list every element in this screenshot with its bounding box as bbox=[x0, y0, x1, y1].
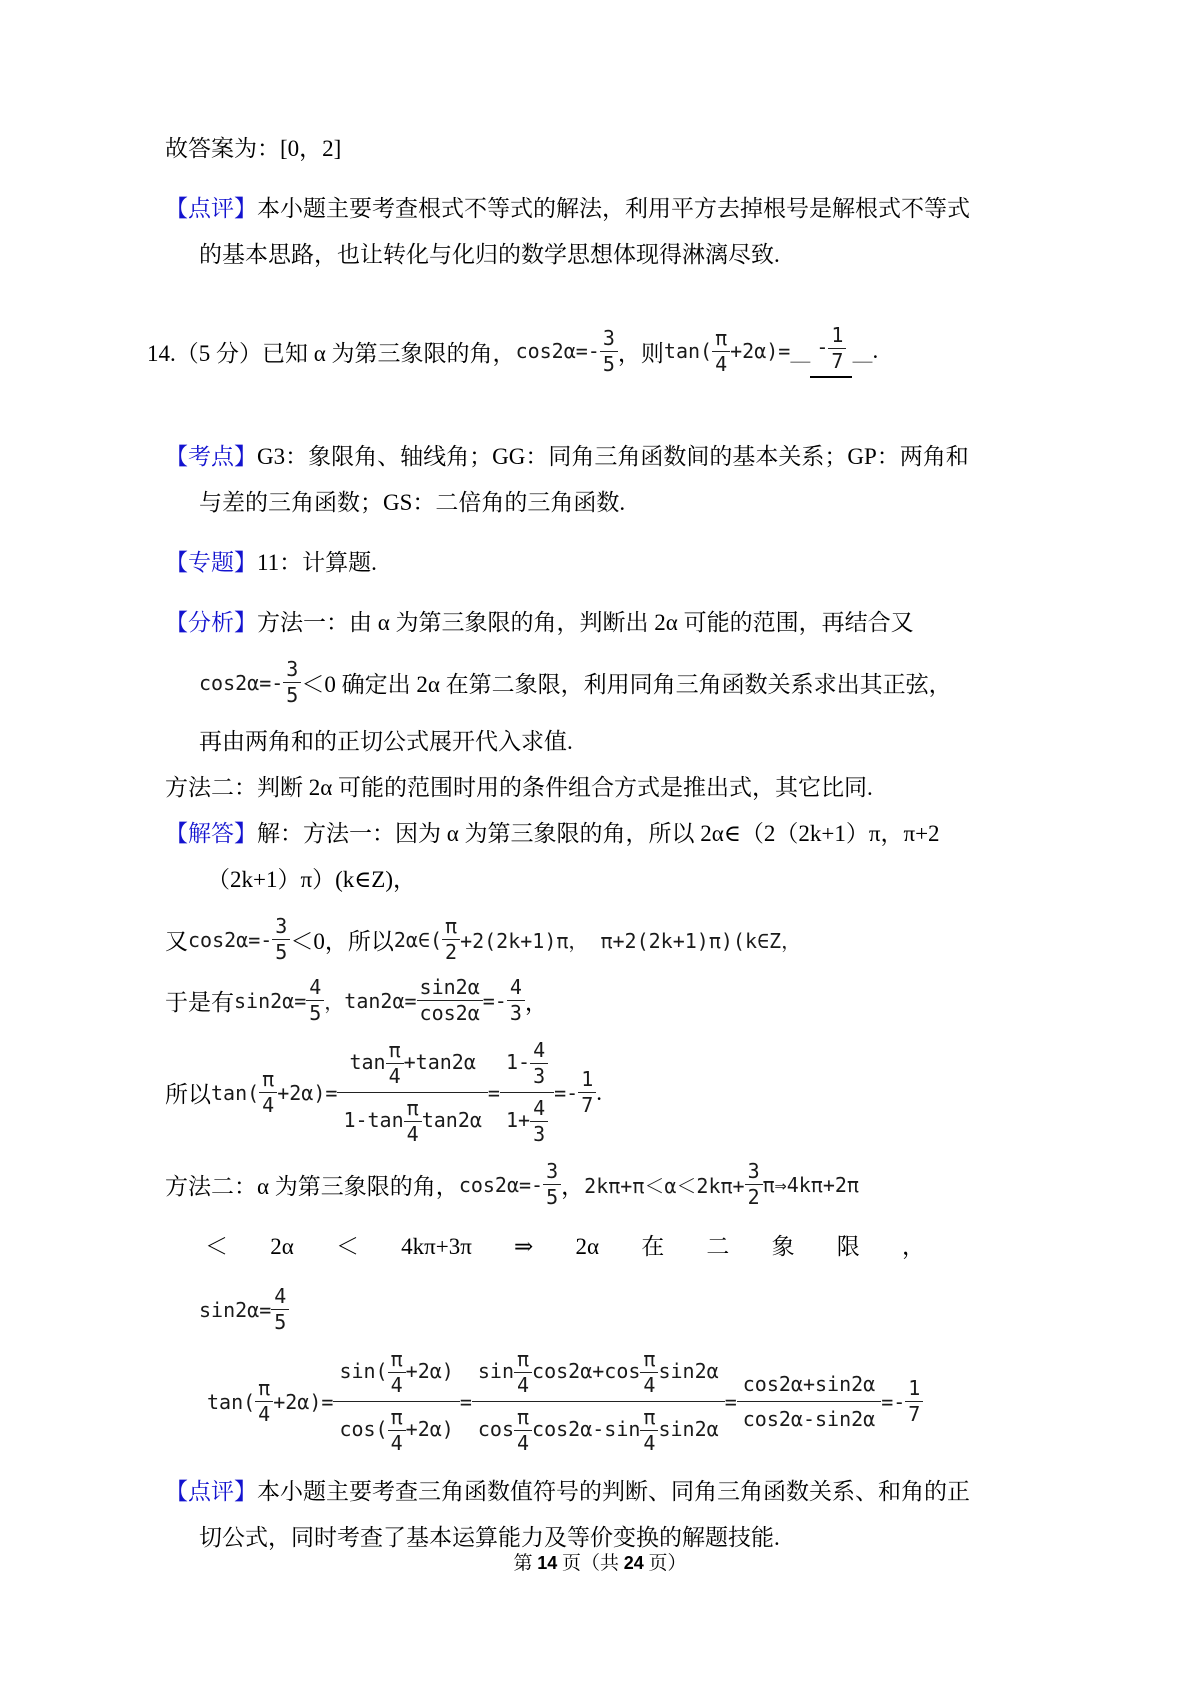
answer-blank: - $\frac{1}{7}$ bbox=[810, 324, 852, 378]
jieda-line4 bbox=[165, 976, 1015, 1025]
tan-open: tan( bbox=[211, 1080, 260, 1105]
fraction-pi-4: $\frac{\pi}{4}$ bbox=[514, 1348, 532, 1397]
fraction-pi-4: $\frac{\pi}{4}$ bbox=[712, 327, 730, 376]
tan-close: +2α)= bbox=[730, 339, 791, 363]
interval-text: +2(2k+1)π， π+2(2k+1)π)(k∈Z， bbox=[460, 929, 802, 953]
jieda-line3 bbox=[165, 915, 1015, 964]
equals: = bbox=[459, 1389, 472, 1414]
method2-intro: 方法二：α 为第三象限的角， bbox=[165, 1174, 459, 1199]
fraction-1-7: $\frac{1}{7}$ bbox=[905, 1377, 923, 1426]
fraction-4-5: $\frac{4}{5}$ bbox=[271, 1285, 289, 1334]
fraction-pi-2: $\frac{\pi}{2}$ bbox=[442, 915, 460, 964]
jieda-line2: （2k+1）π）(k∈Z)， bbox=[207, 867, 416, 892]
problem-intro: 已知 α 为第三象限的角， bbox=[262, 340, 516, 366]
kaodian-paragraph bbox=[165, 434, 1015, 526]
cos2a-equation: cos2α=- bbox=[199, 670, 284, 695]
zhuanti-paragraph bbox=[165, 540, 1015, 586]
expanded-fraction: sin $\frac{\pi}{4}$ cos2α+cos $\frac{\pi}{4}$ sin2α cos $\frac{\pi}{4}$ cos2α-sin $\frac{\pi}{4}$ sin2α bbox=[472, 1346, 725, 1457]
comment-bottom-line2: 切公式，同时考查了基本运算能力及等价变换的解题技能. bbox=[199, 1525, 780, 1550]
period: . bbox=[596, 1079, 602, 1105]
sin2a-equation: sin2α= bbox=[199, 1297, 272, 1322]
fraction-4-3: $\frac{4}{3}$ bbox=[530, 1097, 548, 1146]
fraction-1-7: $\frac{1}{7}$ bbox=[578, 1068, 596, 1117]
answer-line: 故答案为：[0，2] bbox=[165, 136, 342, 161]
simplified-fraction: $\frac{\cos 2\alpha+\sin 2\alpha}{\cos 2\alpha-\sin 2\alpha}$ bbox=[737, 1369, 881, 1434]
comment-top-paragraph bbox=[165, 186, 1015, 278]
fraction-3-5: $\frac{3}{5}$ bbox=[272, 915, 290, 964]
you-text: 又 bbox=[165, 929, 188, 954]
fraction-sin-cos: $\frac{\sin 2\alpha}{\cos 2\alpha}$ bbox=[417, 976, 483, 1025]
cos2a-equation: cos2α=- bbox=[458, 1172, 544, 1197]
method2-line1 bbox=[165, 1160, 1015, 1209]
dianping-label: 【点评】 bbox=[165, 196, 257, 221]
suoyi-text: 所以 bbox=[165, 1082, 211, 1107]
final-tan-line bbox=[207, 1346, 1015, 1457]
zhuanti-label: 【专题】 bbox=[165, 550, 257, 575]
comment-top-line2: 的基本思路，也让转化与化归的数学思想体现得淋漓尽致. bbox=[199, 242, 780, 267]
comma: ， bbox=[561, 1174, 585, 1199]
footer-mid: 页（共 bbox=[557, 1553, 624, 1574]
jieda-line5 bbox=[165, 1037, 1015, 1148]
jieda-line1: 解：方法一：因为 α 为第三象限的角，所以 2α∈（2（2k+1）π，π+2 bbox=[257, 821, 940, 846]
method2-line2: ＜ 2α ＜ 4kπ+3π ⇒ 2α 在 二 象 限 ， bbox=[205, 1234, 925, 1259]
problem-number: 14.（5 分） bbox=[147, 340, 262, 366]
page-content bbox=[147, 126, 1015, 1561]
implies-text: π⇒4kπ+2π bbox=[762, 1172, 859, 1197]
fraction-pi-4: $\frac{\pi}{4}$ bbox=[259, 1068, 277, 1117]
tan-close: +2α)= bbox=[273, 1389, 334, 1414]
sin2a-line bbox=[199, 1285, 1015, 1334]
kaodian-label: 【考点】 bbox=[165, 444, 257, 469]
suoyi-text: ＜0，所以 bbox=[290, 929, 394, 954]
footer-post: 页） bbox=[643, 1553, 687, 1574]
fraction-pi-4: $\frac{\pi}{4}$ bbox=[388, 1406, 406, 1455]
fenxi-line3: 再由两角和的正切公式展开代入求值. bbox=[199, 729, 573, 754]
tan-sum-fraction: tan $\frac{\pi}{4}$ +tan2α 1-tan $\frac{\pi}{4}$ tan2α bbox=[337, 1037, 487, 1148]
fraction-pi-4: $\frac{\pi}{4}$ bbox=[514, 1406, 532, 1455]
cos2a-equation: cos2α=- bbox=[188, 927, 273, 952]
problem-14-line bbox=[147, 324, 1015, 378]
fraction-4-3: $\frac{4}{3}$ bbox=[507, 976, 525, 1025]
sin2a-equation: sin2α= bbox=[234, 988, 307, 1013]
fraction-3-2: $\frac{3}{2}$ bbox=[745, 1160, 763, 1209]
footer-total-pages: 24 bbox=[623, 1553, 644, 1573]
dianping-label: 【点评】 bbox=[165, 1479, 257, 1504]
tan2a-equation: tan2α= bbox=[344, 988, 417, 1013]
equals-minus: =- bbox=[482, 988, 507, 1013]
tan-close: +2α)= bbox=[277, 1080, 338, 1105]
comment-bottom-line1: 本小题主要考查三角函数值符号的判断、同角三角函数关系、和角的正 bbox=[257, 1479, 970, 1504]
comment-top-line1: 本小题主要考查根式不等式的解法，利用平方去掉根号是解根式不等式 bbox=[257, 196, 970, 221]
comma: ， bbox=[324, 990, 345, 1014]
fraction-3-5: $\frac{3}{5}$ bbox=[600, 327, 618, 376]
fenxi-line1: 方法一：由 α 为第三象限的角，判断出 2α 可能的范围，再结合又 bbox=[257, 610, 914, 635]
period: . bbox=[872, 338, 879, 363]
jieda-paragraph bbox=[165, 811, 1015, 1457]
fenxi-label: 【分析】 bbox=[165, 610, 257, 635]
comma: ， bbox=[524, 990, 548, 1015]
inequality-text: 2kπ+π＜α＜2kπ+ bbox=[584, 1174, 745, 1198]
sin-over-cos-fraction: sin( $\frac{\pi}{4}$ +2α) cos( $\frac{\pi}{4}$ +2α) bbox=[333, 1346, 459, 1457]
blank-underscore-right: ＿ bbox=[852, 340, 873, 365]
cos2a-equation: cos2α=- bbox=[515, 339, 600, 363]
jieda-label: 【解答】 bbox=[165, 821, 257, 846]
tan-open: tan( bbox=[663, 339, 713, 363]
fraction-pi-4: $\frac{\pi}{4}$ bbox=[255, 1377, 273, 1426]
equals-minus: =- bbox=[554, 1080, 579, 1105]
page-footer bbox=[0, 1548, 1200, 1575]
fraction-4-5: $\frac{4}{5}$ bbox=[306, 976, 324, 1025]
fraction-pi-4: $\frac{\pi}{4}$ bbox=[640, 1348, 658, 1397]
fraction-pi-4: $\frac{\pi}{4}$ bbox=[388, 1348, 406, 1397]
fraction-3-5: $\frac{3}{5}$ bbox=[543, 1160, 561, 1209]
fraction-pi-4: $\frac{\pi}{4}$ bbox=[404, 1097, 422, 1146]
footer-page-number: 14 bbox=[537, 1553, 558, 1573]
kaodian-line1: G3：象限角、轴线角；GG：同角三角函数间的基本关系；GP：两角和 bbox=[257, 444, 969, 469]
fraction-1-7: $\frac{1}{7}$ bbox=[828, 324, 846, 373]
fraction-3-5: $\frac{3}{5}$ bbox=[283, 658, 301, 707]
tan-open: tan( bbox=[207, 1389, 256, 1414]
kaodian-line2: 与差的三角函数；GS：二倍角的三角函数. bbox=[199, 490, 626, 515]
fenxi-formula-line bbox=[199, 658, 1015, 707]
fenxi-line2-text: ＜0 确定出 2α 在第二象限，利用同角三角函数关系求出其正弦， bbox=[301, 672, 952, 697]
equals-minus: =- bbox=[881, 1389, 906, 1414]
footer-pre: 第 bbox=[513, 1553, 538, 1574]
equals: = bbox=[487, 1080, 500, 1105]
zhuanti-text: 11：计算题. bbox=[257, 550, 377, 575]
equals: = bbox=[724, 1389, 737, 1414]
fraction-4-3: $\frac{4}{3}$ bbox=[530, 1039, 548, 1088]
blank-underscore-left: ＿ bbox=[790, 340, 811, 365]
fraction-pi-4: $\frac{\pi}{4}$ bbox=[386, 1039, 404, 1088]
fenxi-paragraph bbox=[165, 600, 1015, 811]
fraction-pi-4: $\frac{\pi}{4}$ bbox=[640, 1406, 658, 1455]
numeric-fraction: 1- $\frac{4}{3}$ 1+ $\frac{4}{3}$ bbox=[500, 1037, 554, 1148]
then-text: ，则 bbox=[617, 340, 664, 366]
2a-in-open: 2α∈( bbox=[393, 927, 443, 952]
yushiyou-text: 于是有 bbox=[165, 990, 234, 1015]
fenxi-line4: 方法二：判断 2α 可能的范围时用的条件组合方式是推出式，其它比同. bbox=[165, 775, 873, 800]
